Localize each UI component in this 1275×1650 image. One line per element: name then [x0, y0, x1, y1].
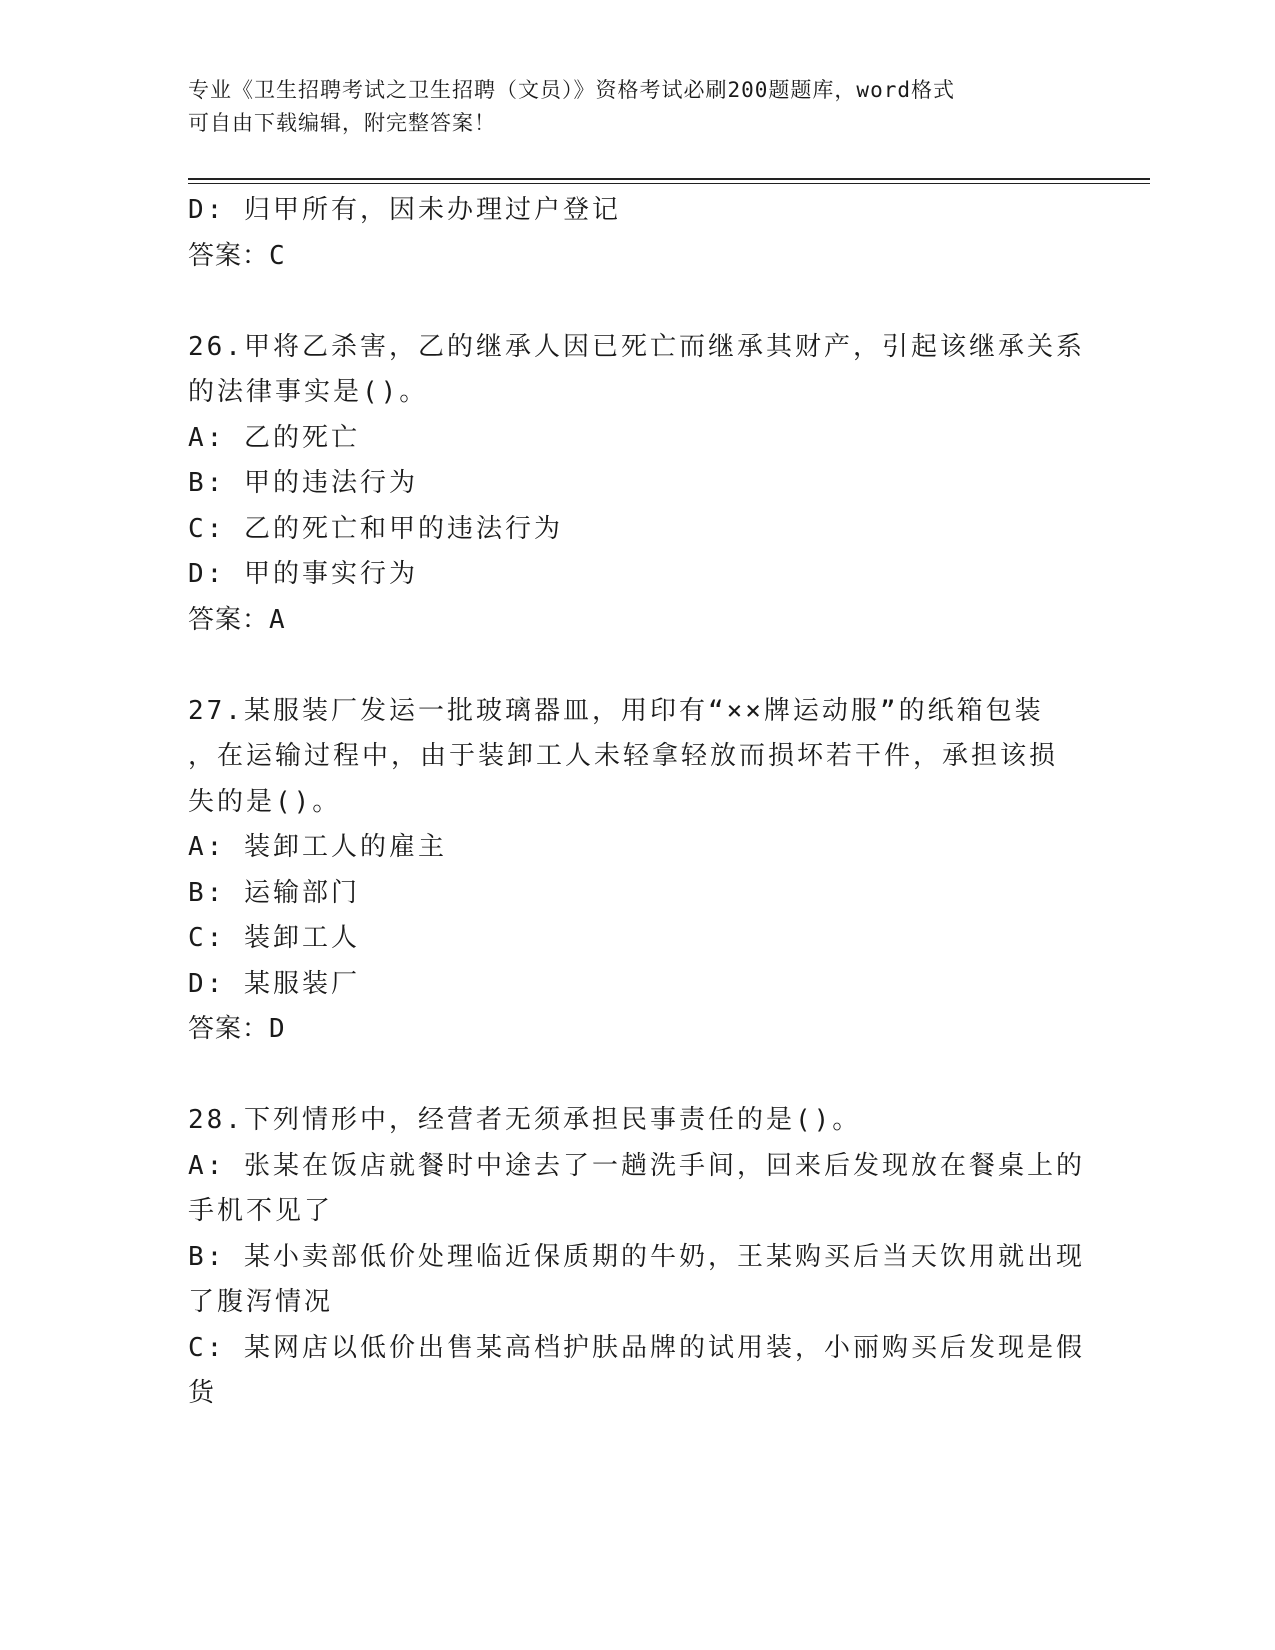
spacer	[188, 643, 1088, 689]
header-rule-thin	[188, 183, 1150, 184]
q25-option-d: D: 归甲所有，因未办理过户登记	[188, 195, 621, 225]
q26-stem-line-2: 的法律事实是()。	[188, 377, 429, 407]
q26-option-a: A: 乙的死亡	[188, 422, 360, 453]
q28-stem-line-1: 28.下列情形中，经营者无须承担民事责任的是()。	[188, 1105, 862, 1135]
q27-stem-line-3: 失的是()。	[188, 786, 342, 817]
q28-option-b-line-2: 了腹泻情况	[188, 1287, 334, 1317]
document-header	[188, 74, 1068, 140]
q26-option-b: B: 甲的违法行为	[188, 468, 418, 498]
q26-option-d: D: 甲的事实行为	[188, 559, 418, 589]
header-rule-thick	[188, 178, 1150, 180]
question-28	[188, 1098, 1088, 1417]
header-line-2: 可自由下载编辑，附完整答案！	[188, 111, 496, 135]
q26-answer: 答案：A	[188, 604, 286, 635]
q26-stem-line-1: 26.甲将乙杀害，乙的继承人因已死亡而继承其财产，引起该继承关系	[188, 331, 1085, 362]
q28-option-a-line-1: A: 张某在饭店就餐时中途去了一趟洗手间，回来后发现放在餐桌上的	[188, 1150, 1085, 1181]
spacer	[188, 1053, 1088, 1099]
q26-option-c: C: 乙的死亡和甲的违法行为	[188, 513, 563, 544]
q28-option-c-line-1: C: 某网店以低价出售某高档护肤品牌的试用装，小丽购买后发现是假	[188, 1332, 1085, 1363]
q27-answer: 答案：D	[188, 1014, 286, 1044]
q28-option-c-line-2: 货	[188, 1378, 218, 1408]
spacer	[188, 279, 1088, 325]
q28-option-b-line-1: B: 某小卖部低价处理临近保质期的牛奶，王某购买后当天饮用就出现	[188, 1241, 1085, 1272]
question-27	[188, 689, 1088, 1053]
q25-answer: 答案：C	[188, 240, 286, 271]
q27-stem-line-2: ，在运输过程中，由于装卸工人未轻拿轻放而损坏若干件，承担该损	[188, 741, 1059, 771]
q27-option-b: B: 运输部门	[188, 877, 360, 908]
question-26	[188, 325, 1088, 644]
q27-option-d: D: 某服装厂	[188, 968, 360, 999]
question-content	[188, 188, 1088, 1417]
q27-option-a: A: 装卸工人的雇主	[188, 832, 447, 862]
q27-stem-line-1: 27.某服装厂发运一批玻璃器皿，用印有“××牌运动服”的纸箱包装	[188, 695, 1044, 726]
question-25-tail	[188, 188, 1088, 279]
q27-option-c: C: 装卸工人	[188, 923, 360, 953]
q28-option-a-line-2: 手机不见了	[188, 1196, 334, 1226]
header-line-1: 专业《卫生招聘考试之卫生招聘（文员）》资格考试必刷200题题库，word格式	[188, 78, 955, 102]
